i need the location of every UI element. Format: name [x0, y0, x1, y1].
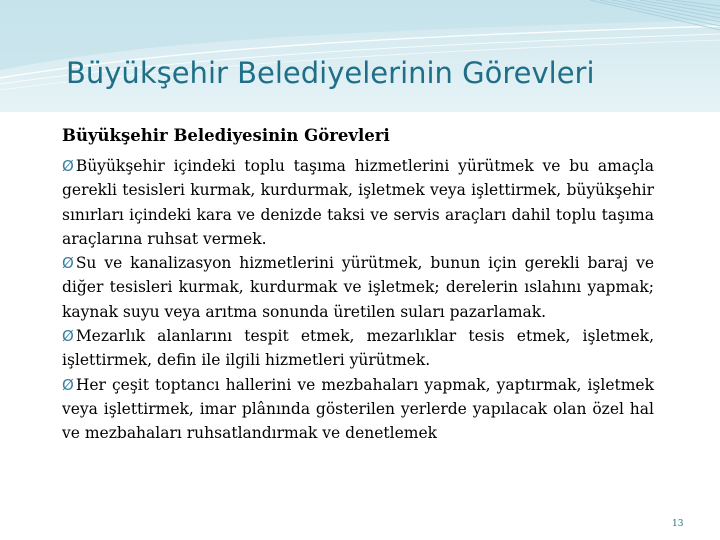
bullet-item: [62, 154, 654, 251]
bullet-text: Her çeşit toptancı hallerini ve mezbahaları yapmak, yaptırmak, işletmek veya işlettirmek, imar plânında gösterilen yerlerde yapılacak olan özel hal ve mezbahaları ruhsatlandırmak ve denetlemek: [62, 375, 654, 443]
arrow-bullet-icon: Ø: [62, 327, 74, 346]
bullet-item: [62, 373, 654, 446]
page-number: 13: [672, 519, 684, 529]
section-subtitle: Büyükşehir Belediyesinin Görevleri: [62, 126, 390, 145]
slide-title: Büyükşehir Belediyelerinin Görevleri: [66, 56, 595, 90]
bullet-item: [62, 251, 654, 324]
arrow-bullet-icon: Ø: [62, 375, 74, 394]
bullet-text: Su ve kanalizasyon hizmetlerini yürütmek, bunun için gerekli baraj ve diğer tesisleri kurmak, kurdurmak ve işletmek; derelerin ıslahını yapmak; kaynak suyu veya arıtma sonunda üretilen suları pazarlamak.: [62, 254, 654, 321]
arrow-bullet-icon: Ø: [62, 254, 74, 273]
bullet-text: Büyükşehir içindeki toplu taşıma hizmetlerini yürütmek ve bu amaçla gerekli tesisleri kurmak, kurdurmak, işletmek veya işlettirmek, büyükşehir sınırları içindeki kara ve denizde taksi ve servis araçları dahil toplu taşıma araçlarına ruhsat vermek.: [62, 157, 654, 248]
bullet-list: [62, 154, 654, 446]
bullet-text: Mezarlık alanlarını tespit etmek, mezarlıklar tesis etmek, işletmek, işlettirmek, defin ile ilgili hizmetleri yürütmek.: [62, 327, 654, 370]
bullet-item: [62, 324, 654, 373]
arrow-bullet-icon: Ø: [62, 157, 74, 175]
